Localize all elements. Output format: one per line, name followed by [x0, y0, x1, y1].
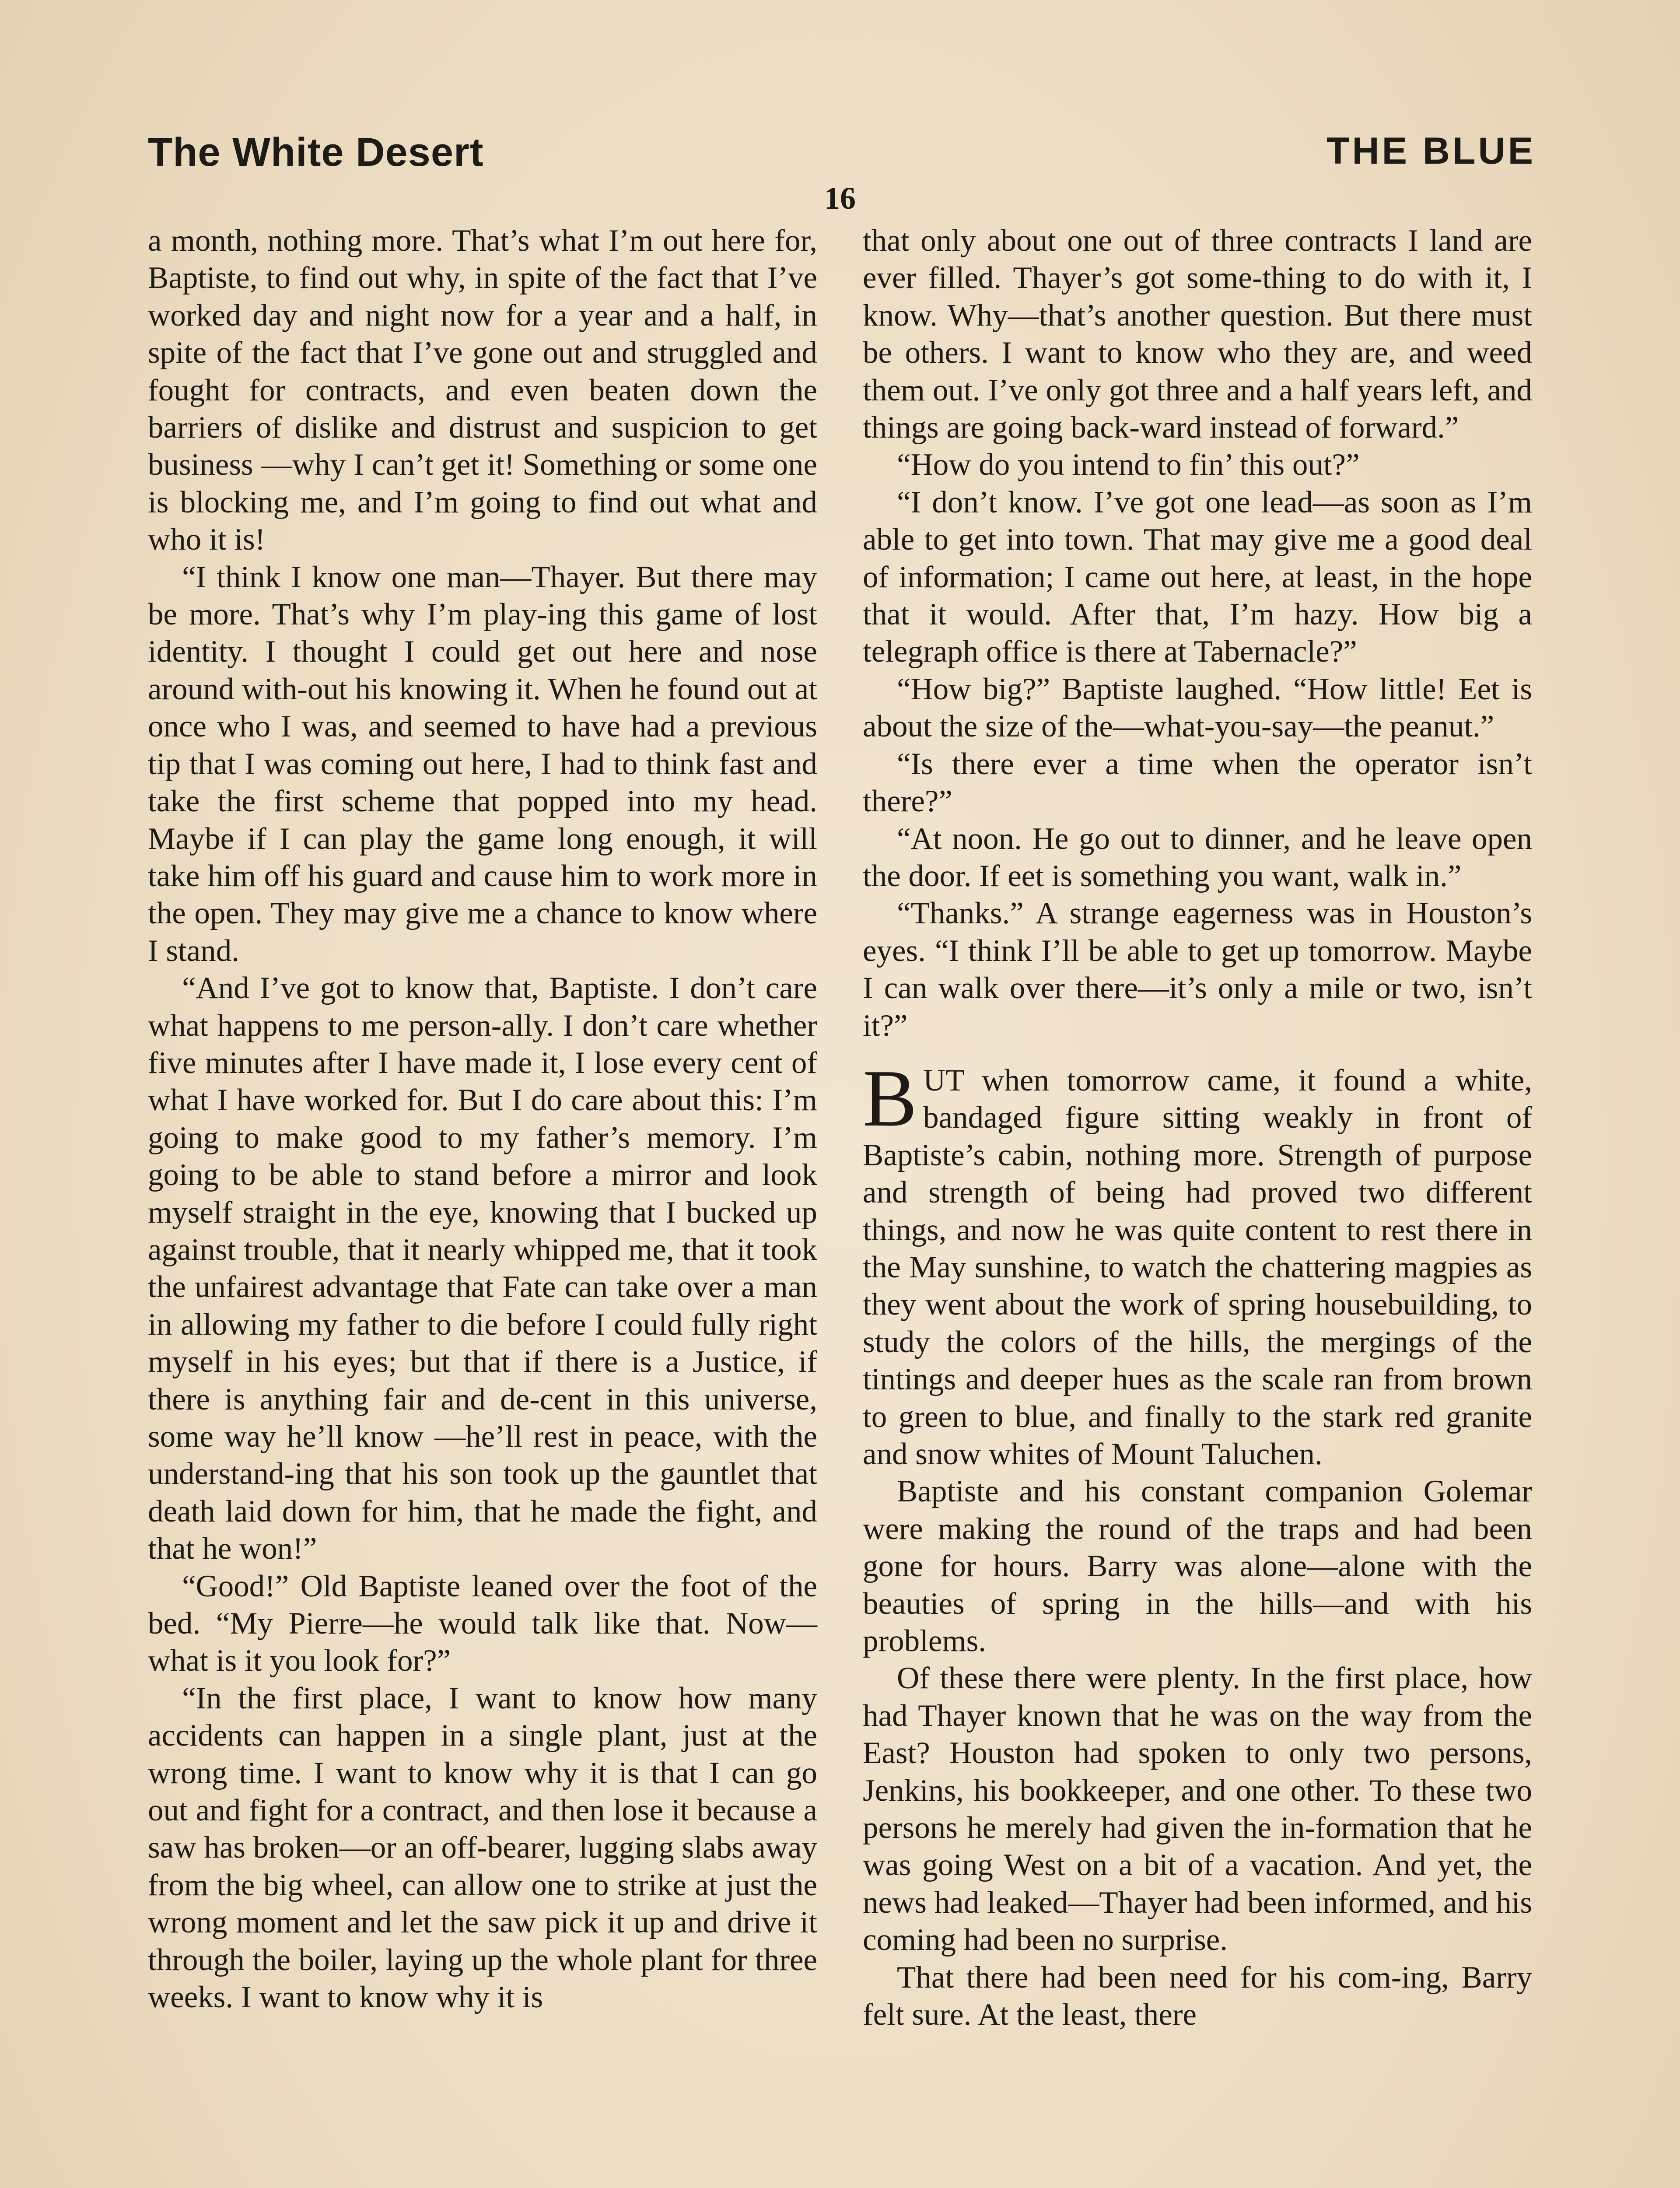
page-number: 16 — [824, 181, 856, 216]
paragraph: That there had been need for his com-ing, Barry felt sure. At the least, there — [863, 1960, 1532, 2032]
left-text-column — [148, 222, 817, 2016]
paragraph: Of these there were plenty. In the first place, how had Thayer known that he was on the way from the East? Houston had spoken to only two persons, Jenkins, his bookkeeper, and one other. To these two persons he merely had given the in-formation that he was going West on a bit of a vacation. And yet, the news had leaked—Thayer had been informed, and his coming had been no surprise. — [863, 1661, 1532, 1957]
paragraph: a month, nothing more. That’s what I’m out here for, Baptiste, to find out why, in spite of the fact that I’ve worked day and night now for a year and a half, in spite of the fact that I’ve gone out and struggled and fought for contracts, and even beaten down the barriers of dislike and distrust and suspicion to get business —why I can’t get it! Something or some one is blocking me, and I’m going to find out what and who it is! — [148, 224, 817, 557]
paragraph: “How big?” Baptiste laughed. “How little! Eet is about the size of the—what-you-say—the peanut.” — [863, 672, 1532, 744]
paragraph: “And I’ve got to know that, Baptiste. I don’t care what happens to me person-ally. I don’t care whether five minutes after I have made it, I lose every cent of what I have worked for. But I do care about this: I’m going to make good to my father’s memory. I’m going to be able to stand before a mirror and look myself straight in the eye, knowing that I bucked up against trouble, that it nearly whipped me, that it took the unfairest advantage that Fate can take over a man in allowing my father to die before I could fully right myself in his eyes; but that if there is a Justice, if there is anything fair and de-cent in this universe, some way he’ll know —he’ll rest in peace, with the understand-ing that his son took up the gauntlet that death laid down for him, that he made the fight, and that he won!” — [148, 971, 817, 1566]
drop-cap-letter: B — [863, 1053, 917, 1143]
paragraph: “I don’t know. I’ve got one lead—as soon as I’m able to get into town. That may give me a good deal of information; I came out here, at least, in the hope that it would. After that, I’m hazy. How big a telegraph office is there at Tabernacle?” — [863, 485, 1532, 669]
paragraph: “In the first place, I want to know how many accidents can happen in a single plant, just at the wrong time. I want to know why it is that I can go out and fight for a contract, and then lose it because a saw has broken—or an off-bearer, lugging slabs away from the big wheel, can allow one to strike at just the wrong moment and let the saw pick it up and drive it through the boiler, laying up the whole plant for three weeks. I want to know why it is — [148, 1681, 817, 2015]
right-text-column — [863, 222, 1532, 2034]
paragraph: that only about one out of three contracts I land are ever filled. Thayer’s got some-thing to do with it, I know. Why—that’s another question. But there must be others. I want to know who they are, and weed them out. I’ve only got three and a half years left, and things are going back-ward instead of forward.” — [863, 224, 1532, 445]
magazine-title-header: THE BLUE — [1326, 130, 1536, 172]
paragraph: “I think I know one man—Thayer. But there may be more. That’s why I’m play-ing this game of lost identity. I thought I could get out here and nose around with-out his knowing it. When he found out at once who I was, and seemed to have had a previous tip that I was coming out here, I had to think fast and take the first scheme that popped into my head. Maybe if I can play the game long enough, it will take him off his guard and cause him to work more in the open. They may give me a chance to know where I stand. — [148, 560, 817, 968]
paragraph: “Thanks.” A strange eagerness was in Houston’s eyes. “I think I’ll be able to get up tomorrow. Maybe I can walk over there—it’s only a mile or two, isn’t it?” — [863, 896, 1532, 1043]
paragraph: “Good!” Old Baptiste leaned over the foot of the bed. “My Pierre—he would talk like that. Now—what is it you look for?” — [148, 1569, 817, 1678]
paragraph: “Is there ever a time when the operator isn’t there?” — [863, 747, 1532, 819]
paragraph: “How do you intend to fin’ this out?” — [897, 448, 1360, 482]
paragraph: “At noon. He go out to dinner, and he leave open the door. If eet is something you want, walk in.” — [863, 821, 1532, 893]
paragraph: Baptiste and his constant companion Golemar were making the round of the traps and had been gone for hours. Barry was alone—alone with the beauties of spring in the hills—and with his problems. — [863, 1474, 1532, 1659]
story-title-header: The White Desert — [148, 130, 484, 175]
dropcap-paragraph-text: UT when tomorrow came, it found a white, bandaged figure sitting weakly in front of Baptiste’s cabin, nothing more. Strength of purpose and strength of being had proved two different things, and now he was quite content to rest there in the May sunshine, to watch the chattering magpies as they went about the work of spring housebuilding, to study the colors of the hills, the mergings of the tintings and deeper hues as the scale ran from brown to green to blue, and finally to the stark red granite and snow whites of Mount Taluchen. — [863, 1063, 1532, 1471]
dropcap-paragraph — [863, 1053, 1532, 1473]
